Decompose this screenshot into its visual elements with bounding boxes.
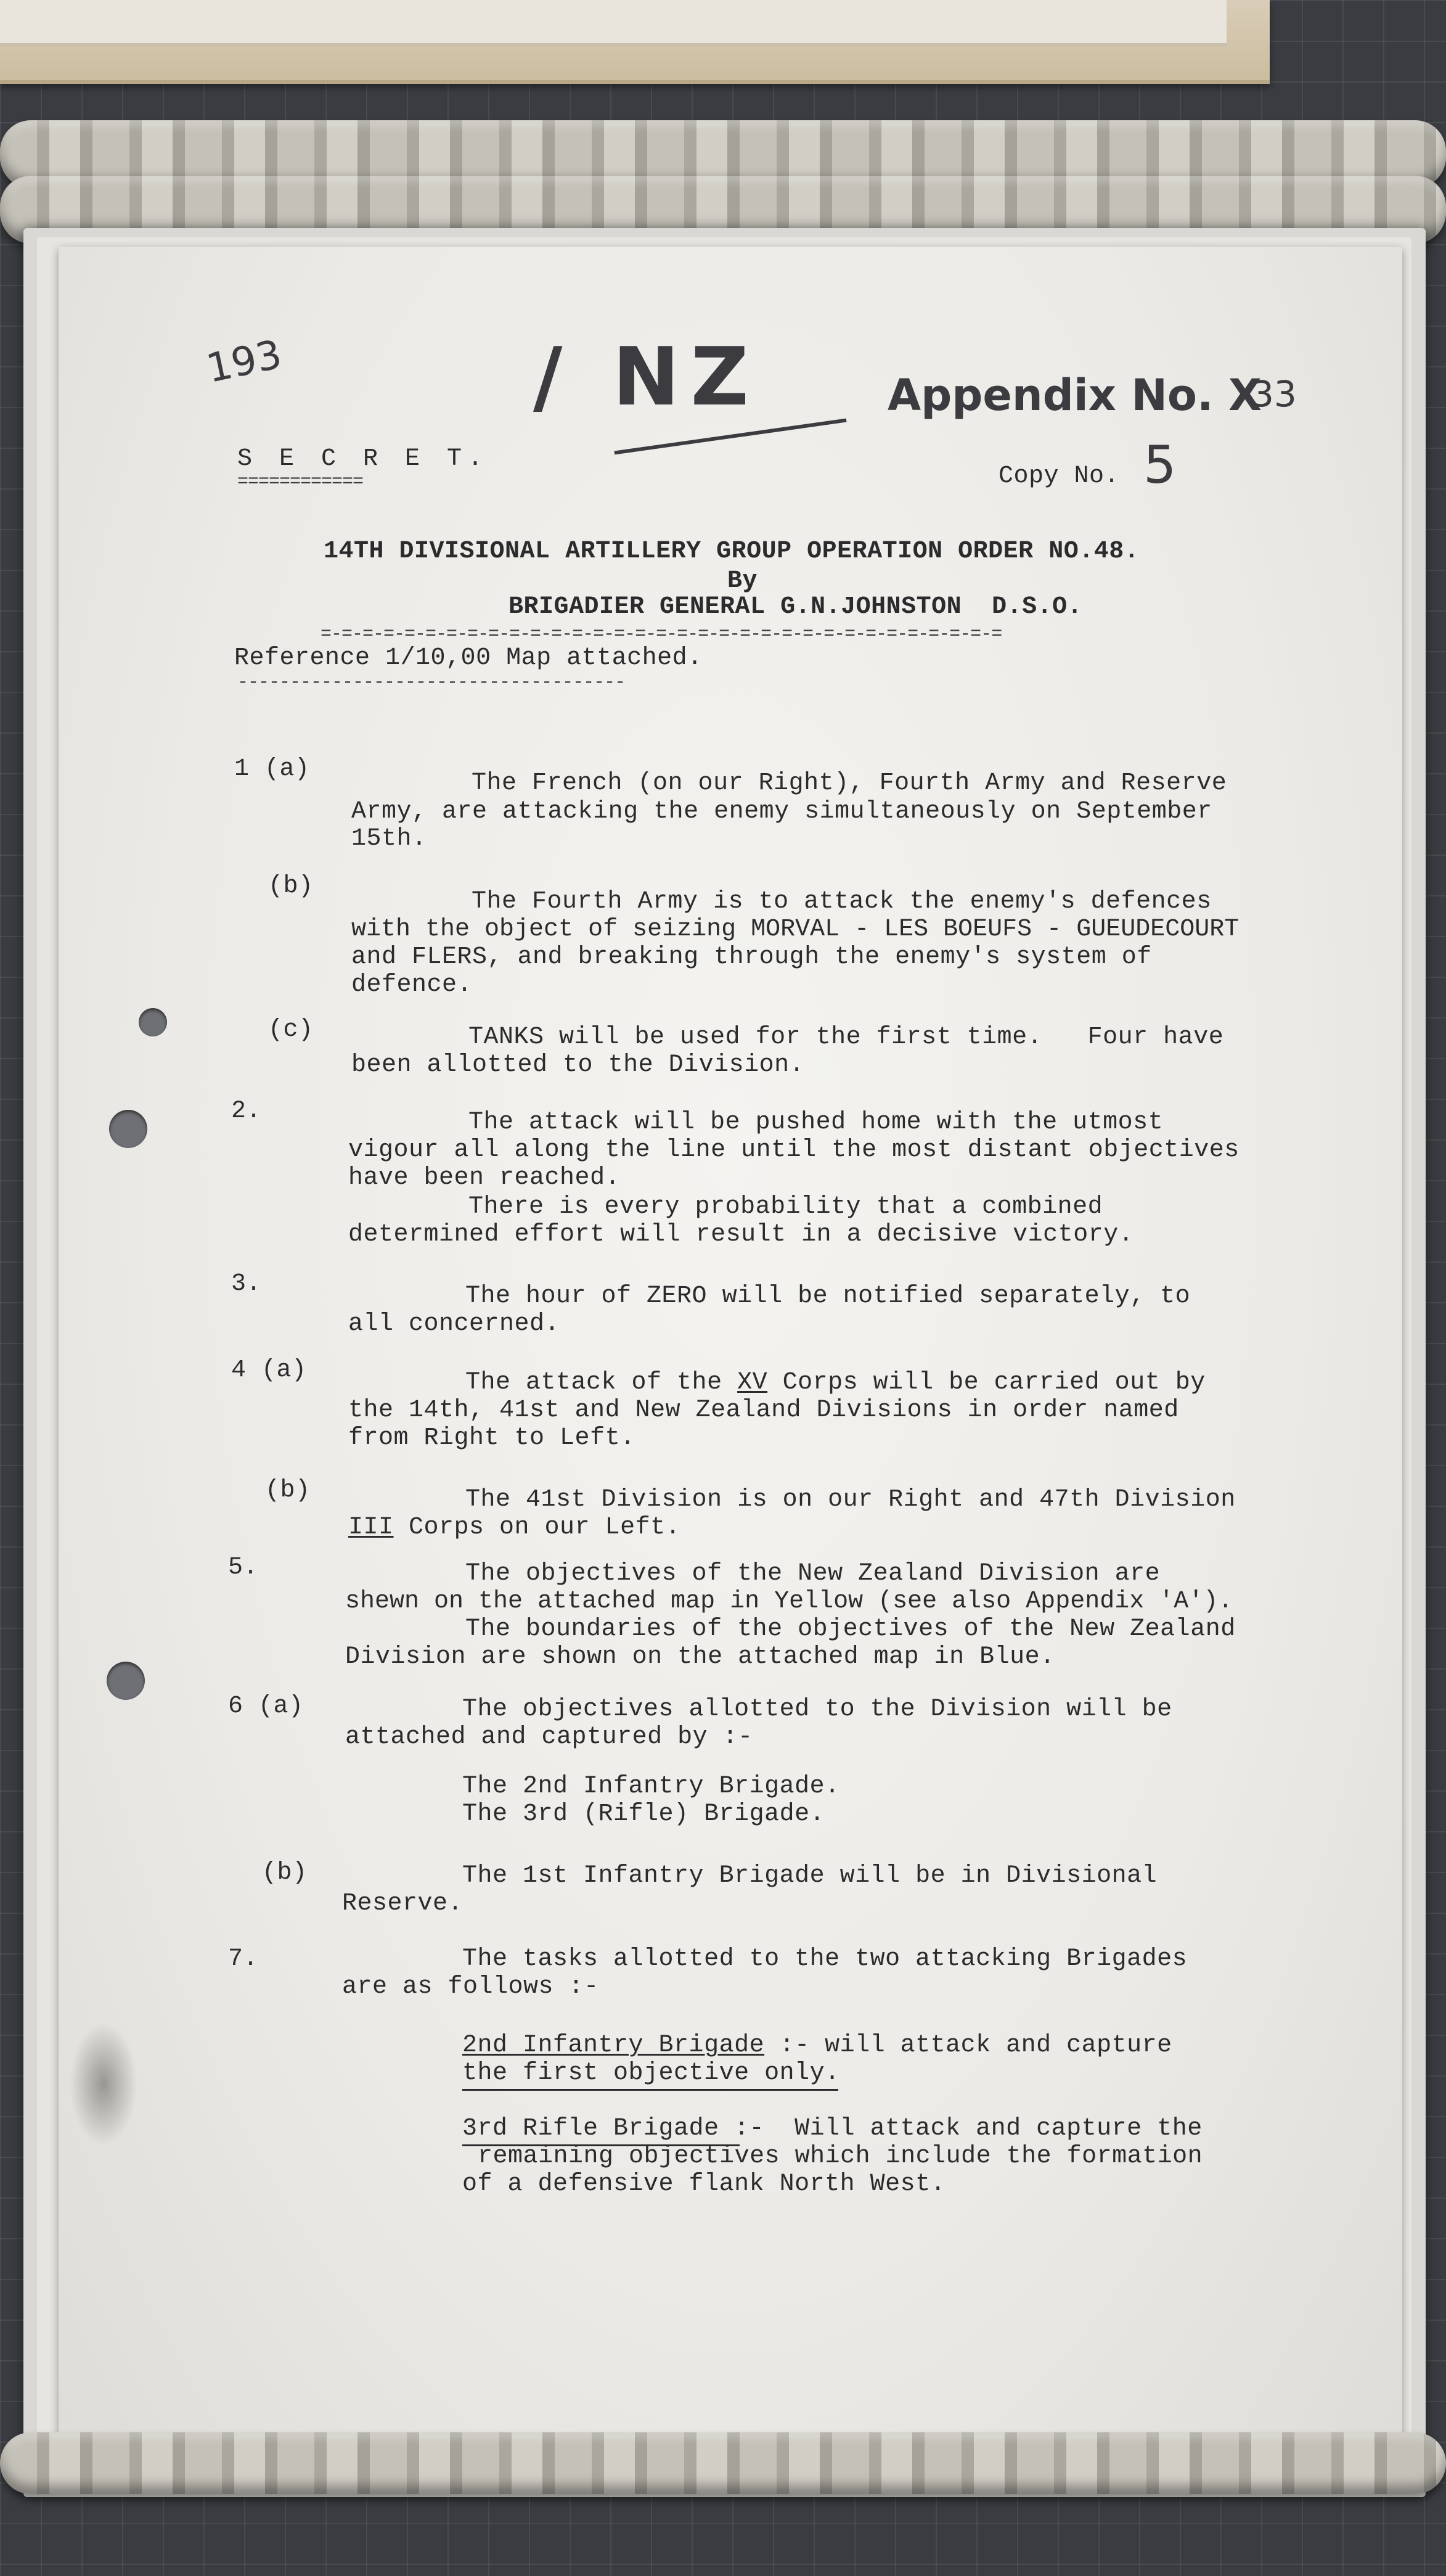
folio-number: 193 xyxy=(202,332,286,392)
copy-number: 5 xyxy=(1143,435,1177,495)
handwritten-underline xyxy=(614,419,846,455)
handwritten-title: / NZ xyxy=(533,330,760,424)
punch-hole-small xyxy=(139,1008,167,1036)
para-number: (b) xyxy=(262,1859,308,1887)
para-number: 5. xyxy=(228,1554,259,1581)
para-line: from Right to Left. xyxy=(348,1424,635,1452)
punch-hole xyxy=(107,1662,145,1700)
order-title: 14TH DIVISIONAL ARTILLERY GROUP OPERATION ORDER NO.48. xyxy=(324,538,1140,565)
para-line: The attack will be pushed home with the utmost xyxy=(468,1109,1164,1136)
para-line: The objectives allotted to the Division will be xyxy=(462,1696,1172,1723)
para-line: The attack of the XV Corps will be carried out by xyxy=(465,1369,1206,1397)
para-number: 3. xyxy=(231,1270,262,1298)
list-item: The 2nd Infantry Brigade. xyxy=(462,1773,840,1800)
para-number: (b) xyxy=(268,872,314,900)
para-number: (c) xyxy=(268,1016,314,1044)
appendix-note: Appendix No. X xyxy=(888,370,1262,420)
para-line: determined effort will result in a decisive victory. xyxy=(348,1221,1134,1249)
para-line: attached and captured by :- xyxy=(345,1723,753,1751)
para-line: remaining objectives which include the formation xyxy=(478,2143,1203,2170)
para-number: 7. xyxy=(228,1945,259,1973)
para-line: vigour all along the line until the most distant objectives xyxy=(348,1136,1240,1164)
para-line: III Corps on our Left. xyxy=(348,1514,681,1541)
secret-label: S E C R E T. xyxy=(237,445,489,473)
list-item: The 3rd (Rifle) Brigade. xyxy=(462,1800,825,1828)
para-line: are as follows :- xyxy=(342,1973,599,2001)
para-line: Reserve. xyxy=(342,1890,464,1918)
copy-label: Copy No. xyxy=(999,462,1120,490)
para-line: The hour of ZERO will be notified separately, to xyxy=(465,1282,1191,1310)
by-line: By xyxy=(727,567,758,595)
para-line: Division are shown on the attached map in Blue. xyxy=(345,1643,1055,1671)
reference-rule: ------------------------------------- xyxy=(237,672,626,693)
para-number: (b) xyxy=(265,1477,311,1504)
reference-line: Reference 1/10,00 Map attached. xyxy=(234,644,703,672)
para-number: 6 (a) xyxy=(228,1692,304,1720)
para-line: all concerned. xyxy=(348,1310,560,1338)
binding-cord-bottom xyxy=(0,2432,1446,2494)
para-line: The boundaries of the objectives of the New Zealand xyxy=(465,1615,1236,1643)
para-line: The French (on our Right), Fourth Army and Reserve xyxy=(472,769,1227,797)
para-line: 2nd Infantry Brigade :- will attack and capture xyxy=(462,2032,1172,2059)
para-line: There is every probability that a combined xyxy=(468,1193,1103,1221)
secret-rule: ============ xyxy=(237,472,364,493)
para-line: The 1st Infantry Brigade will be in Divisional xyxy=(462,1862,1158,1890)
para-number: 1 (a) xyxy=(234,755,310,783)
para-line: the first objective only. xyxy=(462,2059,840,2087)
para-line: and FLERS, and breaking through the enemy's system of xyxy=(351,943,1152,971)
para-line: The Fourth Army is to attack the enemy's defences xyxy=(472,888,1212,916)
underline-rule xyxy=(462,2089,838,2091)
para-line: The objectives of the New Zealand Division are xyxy=(465,1560,1161,1588)
para-line: The 41st Division is on our Right and 47th Division xyxy=(465,1486,1236,1514)
para-line: Army, are attacking the enemy simultaneously on September xyxy=(351,798,1212,826)
author-line: BRIGADIER GENERAL G.N.JOHNSTON D.S.O. xyxy=(509,593,1083,621)
para-line: 15th. xyxy=(351,825,427,853)
para-line: TANKS will be used for the first time. Four have xyxy=(468,1023,1224,1051)
para-line: defence. xyxy=(351,971,473,999)
punch-hole xyxy=(109,1110,147,1148)
para-number: 4 (a) xyxy=(231,1356,307,1384)
para-line: 3rd Rifle Brigade :- Will attack and capture the xyxy=(462,2115,1203,2143)
para-line: of a defensive flank North West. xyxy=(462,2170,946,2198)
author-rule: =-=-=-=-=-=-=-=-=-=-=-=-=-=-=-=-=-=-=-=-=-=-=-=-=-=-=-=-=-=-=-=-= xyxy=(321,624,1002,645)
para-line: The tasks allotted to the two attacking Brigades xyxy=(462,1945,1188,1973)
para-line: the 14th, 41st and New Zealand Divisions in order named xyxy=(348,1397,1179,1424)
stain xyxy=(70,2022,137,2146)
para-number: 2. xyxy=(231,1097,262,1125)
para-line: have been reached. xyxy=(348,1164,621,1192)
page-number: 33 xyxy=(1251,373,1297,415)
para-line: been allotted to the Division. xyxy=(351,1051,805,1079)
para-line: shewn on the attached map in Yellow (see also Appendix 'A'). xyxy=(345,1588,1233,1615)
para-line: with the object of seizing MORVAL - LES BOEUFS - GUEUDECOURT xyxy=(351,916,1240,943)
document-page xyxy=(59,247,1402,2482)
folder-page xyxy=(0,0,1227,46)
